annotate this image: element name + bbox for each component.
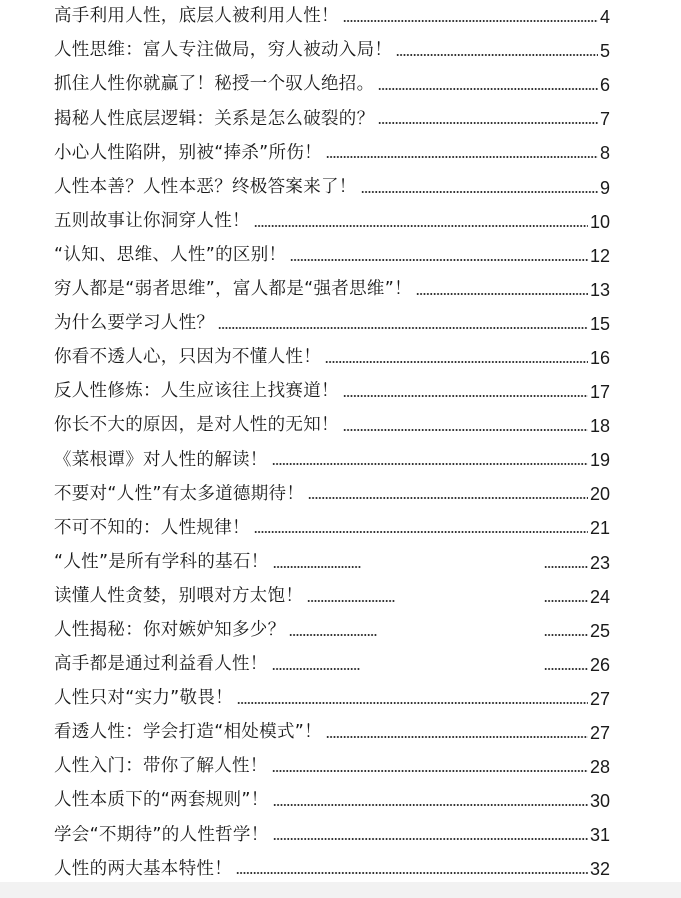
toc-entry[interactable] bbox=[54, 68, 610, 102]
toc-entry-title: 你长不大的原因，是对人性的无知！ bbox=[54, 415, 339, 436]
toc-entry[interactable] bbox=[54, 580, 610, 614]
toc-entry-page-number: 13 bbox=[589, 279, 610, 300]
toc-dot-leader bbox=[272, 668, 588, 670]
toc-entry[interactable] bbox=[54, 205, 610, 239]
toc-dot-leader bbox=[273, 566, 588, 568]
toc-entry-title: 为什么要学习人性？ bbox=[54, 313, 215, 334]
toc-dot-leader bbox=[378, 88, 598, 90]
toc-entry-title: 不要对“人性”有太多道德期待！ bbox=[54, 483, 305, 504]
toc-entry-page-number: 18 bbox=[589, 416, 610, 437]
toc-entry[interactable] bbox=[54, 511, 610, 545]
toc-entry-page-number: 9 bbox=[599, 177, 610, 198]
toc-entry-title: “人性”是所有学科的基石！ bbox=[54, 551, 269, 572]
toc-entry-title: 高手都是通过利益看人性！ bbox=[54, 654, 268, 675]
toc-entry-title: 学会“不期待”的人性哲学！ bbox=[54, 824, 269, 845]
toc-dot-leader bbox=[343, 429, 588, 431]
toc-dot-leader bbox=[273, 804, 588, 806]
toc-dot-leader bbox=[325, 361, 588, 363]
toc-entry[interactable] bbox=[54, 716, 610, 750]
table-of-contents bbox=[54, 0, 610, 886]
toc-entry-page-number: 25 bbox=[589, 620, 610, 641]
toc-entry-page-number: 23 bbox=[589, 552, 610, 573]
toc-entry-page-number: 27 bbox=[589, 688, 610, 709]
toc-entry[interactable] bbox=[54, 648, 610, 682]
toc-entry-page-number: 8 bbox=[599, 143, 610, 164]
toc-entry-page-number: 28 bbox=[589, 757, 610, 778]
toc-entry-page-number: 17 bbox=[589, 382, 610, 403]
toc-entry[interactable] bbox=[54, 375, 610, 409]
toc-entry-title: 人性思维：富人专注做局，穷人被动入局！ bbox=[54, 40, 393, 61]
toc-entry[interactable] bbox=[54, 477, 610, 511]
toc-entry-title: 人性只对“实力”敬畏！ bbox=[54, 688, 233, 709]
toc-dot-leader bbox=[343, 20, 598, 22]
toc-dot-leader bbox=[326, 156, 598, 158]
toc-entry-title: 人性的两大基本特性！ bbox=[54, 858, 232, 879]
toc-entry-page-number: 16 bbox=[589, 347, 610, 368]
toc-entry-page-number: 24 bbox=[589, 586, 610, 607]
toc-dot-leader bbox=[343, 395, 588, 397]
toc-entry-page-number: 10 bbox=[589, 211, 610, 232]
toc-entry-title: 抓住人性你就赢了！秘授一个驭人绝招。 bbox=[54, 74, 375, 95]
toc-entry[interactable] bbox=[54, 273, 610, 307]
toc-dot-leader bbox=[307, 600, 588, 602]
toc-entry[interactable] bbox=[54, 682, 610, 716]
toc-entry[interactable] bbox=[54, 784, 610, 818]
toc-entry[interactable] bbox=[54, 102, 610, 136]
toc-entry-page-number: 21 bbox=[589, 518, 610, 539]
toc-entry-title: 小心人性陷阱，别被“捧杀”所伤！ bbox=[54, 142, 322, 163]
toc-entry-title: 人性入门：带你了解人性！ bbox=[54, 756, 268, 777]
toc-dot-leader bbox=[237, 702, 588, 704]
toc-entry-title: “认知、思维、人性”的区别！ bbox=[54, 244, 287, 265]
toc-entry-title: 看透人性：学会打造“相处模式”！ bbox=[54, 722, 322, 743]
toc-dot-leader bbox=[416, 293, 588, 295]
toc-entry-page-number: 7 bbox=[599, 109, 610, 130]
toc-entry-title: 读懂人性贪婪，别喂对方太饱！ bbox=[54, 585, 304, 606]
toc-entry-page-number: 32 bbox=[589, 859, 610, 880]
toc-entry-title: 穷人都是“弱者思维”，富人都是“强者思维”！ bbox=[54, 279, 412, 300]
toc-dot-leader bbox=[273, 838, 588, 840]
toc-dot-leader bbox=[236, 872, 588, 874]
toc-entry[interactable] bbox=[54, 614, 610, 648]
toc-entry-page-number: 4 bbox=[599, 7, 610, 28]
toc-entry[interactable] bbox=[54, 34, 610, 68]
toc-entry-page-number: 31 bbox=[589, 825, 610, 846]
toc-entry[interactable] bbox=[54, 409, 610, 443]
toc-dot-leader bbox=[308, 497, 588, 499]
toc-entry-title: 不可不知的：人性规律！ bbox=[54, 517, 250, 538]
toc-entry-page-number: 6 bbox=[599, 75, 610, 96]
toc-entry[interactable] bbox=[54, 546, 610, 580]
toc-dot-leader bbox=[272, 463, 588, 465]
toc-entry[interactable] bbox=[54, 818, 610, 852]
toc-dot-leader bbox=[254, 531, 588, 533]
toc-entry[interactable] bbox=[54, 341, 610, 375]
toc-entry[interactable] bbox=[54, 136, 610, 170]
toc-dot-leader bbox=[289, 634, 588, 636]
toc-entry-page-number: 20 bbox=[589, 484, 610, 505]
toc-entry[interactable] bbox=[54, 170, 610, 204]
toc-entry-title: 人性揭秘：你对嫉妒知多少？ bbox=[54, 619, 286, 640]
toc-entry-page-number: 5 bbox=[599, 41, 610, 62]
toc-dot-leader bbox=[218, 327, 588, 329]
toc-entry[interactable] bbox=[54, 443, 610, 477]
toc-entry-title: 五则故事让你洞穿人性！ bbox=[54, 210, 250, 231]
toc-entry-title: 你看不透人心，只因为不懂人性！ bbox=[54, 347, 321, 368]
toc-entry-page-number: 19 bbox=[589, 450, 610, 471]
toc-entry[interactable] bbox=[54, 307, 610, 341]
toc-dot-leader bbox=[290, 259, 588, 261]
toc-entry-page-number: 26 bbox=[589, 654, 610, 675]
toc-entry[interactable] bbox=[54, 0, 610, 34]
toc-entry-title: 《菜根谭》对人性的解读！ bbox=[54, 449, 268, 470]
toc-entry-page-number: 30 bbox=[589, 791, 610, 812]
page-bottom-edge bbox=[0, 882, 681, 898]
toc-dot-leader bbox=[396, 54, 598, 56]
toc-entry-page-number: 15 bbox=[589, 313, 610, 334]
toc-entry-title: 人性本善？人性本恶？终极答案来了！ bbox=[54, 176, 357, 197]
toc-entry-title: 人性本质下的“两套规则”！ bbox=[54, 790, 269, 811]
toc-dot-leader bbox=[326, 736, 588, 738]
toc-dot-leader bbox=[272, 770, 588, 772]
toc-entry-page-number: 12 bbox=[589, 245, 610, 266]
toc-dot-leader bbox=[378, 122, 598, 124]
toc-entry-title: 反人性修炼：人生应该往上找赛道！ bbox=[54, 381, 339, 402]
toc-entry-title: 揭秘人性底层逻辑：关系是怎么破裂的？ bbox=[54, 108, 375, 129]
toc-entry-title: 高手利用人性，底层人被利用人性！ bbox=[54, 6, 339, 27]
toc-entry-page-number: 27 bbox=[589, 723, 610, 744]
toc-dot-leader bbox=[254, 225, 588, 227]
toc-entry[interactable] bbox=[54, 239, 610, 273]
toc-entry[interactable] bbox=[54, 750, 610, 784]
toc-dot-leader bbox=[361, 191, 598, 193]
